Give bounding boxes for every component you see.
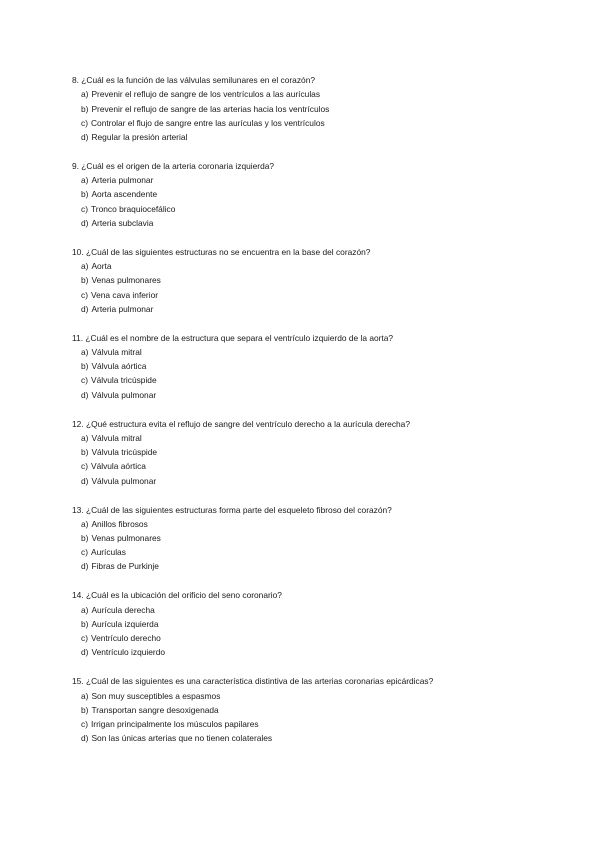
question-title: 11. ¿Cuál es el nombre de la estructura que separa el ventrículo izquierdo de la aorta? xyxy=(72,332,394,343)
option-c xyxy=(72,717,572,731)
question-14 xyxy=(72,588,572,659)
option-c xyxy=(72,631,572,645)
option-letter: a) xyxy=(81,432,89,443)
option-b xyxy=(72,703,572,717)
option-letter: c) xyxy=(81,719,88,730)
option-letter: d) xyxy=(81,303,89,314)
option-letter: a) xyxy=(81,604,89,615)
option-text: Tronco braquiocefálico xyxy=(90,203,176,214)
option-letter: c) xyxy=(81,375,88,386)
question-8 xyxy=(72,73,572,144)
option-list xyxy=(72,689,572,746)
option-text: Arteria pulmonar xyxy=(91,175,154,186)
question-title: 13. ¿Cuál de las siguientes estructuras forma parte del esqueleto fibroso del corazón? xyxy=(72,504,392,515)
option-list xyxy=(72,87,572,144)
option-b xyxy=(72,273,572,287)
option-d xyxy=(72,474,572,488)
option-letter: b) xyxy=(81,361,89,372)
option-text: Transportan sangre desoxigenada xyxy=(91,704,219,715)
option-c xyxy=(72,202,572,216)
option-text: Prevenir el reflujo de sangre de las arterias hacia los ventrículos xyxy=(91,103,330,114)
option-list xyxy=(72,603,572,660)
option-letter: a) xyxy=(81,347,89,358)
option-b xyxy=(72,102,572,116)
option-text: Válvula aórtica xyxy=(90,461,146,472)
option-text: Anillos fibrosos xyxy=(91,518,148,529)
option-letter: c) xyxy=(81,117,88,128)
option-a xyxy=(72,259,572,273)
option-letter: d) xyxy=(81,217,89,228)
option-letter: d) xyxy=(81,561,89,572)
option-b xyxy=(72,445,572,459)
option-c xyxy=(72,116,572,130)
question-title: 12. ¿Qué estructura evita el reflujo de sangre del ventrículo derecho a la aurícula derecha? xyxy=(72,418,410,429)
question-title: 15. ¿Cuál de las siguientes es una característica distintiva de las arterias coronarias epicárdicas? xyxy=(72,676,434,687)
option-text: Aurículas xyxy=(90,547,126,558)
option-d xyxy=(72,388,572,402)
option-letter: c) xyxy=(81,289,88,300)
option-list xyxy=(72,173,572,230)
option-letter: a) xyxy=(81,690,89,701)
option-text: Válvula tricúspide xyxy=(90,375,157,386)
option-d xyxy=(72,559,572,573)
question-list xyxy=(72,73,572,760)
option-letter: c) xyxy=(81,203,88,214)
option-letter: a) xyxy=(81,261,89,272)
option-b xyxy=(72,359,572,373)
option-letter: b) xyxy=(81,275,89,286)
question-title: 10. ¿Cuál de las siguientes estructuras no se encuentra en la base del corazón? xyxy=(72,246,371,257)
option-a xyxy=(72,345,572,359)
option-text: Son muy susceptibles a espasmos xyxy=(91,690,221,701)
option-a xyxy=(72,603,572,617)
option-text: Válvula pulmonar xyxy=(91,475,157,486)
option-list xyxy=(72,259,572,316)
option-text: Ventrículo izquierdo xyxy=(91,647,166,658)
option-d xyxy=(72,130,572,144)
option-letter: b) xyxy=(81,533,89,544)
option-text: Aurícula izquierda xyxy=(91,618,159,629)
question-title: 9. ¿Cuál es el origen de la arteria coronaria izquierda? xyxy=(72,160,275,171)
option-b xyxy=(72,531,572,545)
option-d xyxy=(72,731,572,745)
option-letter: b) xyxy=(81,704,89,715)
option-text: Venas pulmonares xyxy=(91,275,161,286)
option-text: Prevenir el reflujo de sangre de los ventrículos a las aurículas xyxy=(91,89,321,100)
option-letter: d) xyxy=(81,389,89,400)
option-d xyxy=(72,645,572,659)
option-text: Válvula pulmonar xyxy=(91,389,157,400)
option-text: Aorta ascendente xyxy=(91,189,158,200)
option-letter: d) xyxy=(81,733,89,744)
question-9 xyxy=(72,159,572,230)
question-12 xyxy=(72,417,572,488)
option-text: Aorta xyxy=(91,261,112,272)
option-list xyxy=(72,345,572,402)
option-letter: a) xyxy=(81,518,89,529)
option-letter: b) xyxy=(81,189,89,200)
option-text: Válvula mitral xyxy=(91,432,142,443)
option-c xyxy=(72,459,572,473)
option-d xyxy=(72,302,572,316)
option-c xyxy=(72,288,572,302)
option-letter: d) xyxy=(81,475,89,486)
question-11 xyxy=(72,331,572,402)
option-letter: b) xyxy=(81,618,89,629)
option-text: Arteria subclavia xyxy=(91,217,154,228)
option-text: Ventrículo derecho xyxy=(90,633,161,644)
option-letter: c) xyxy=(81,547,88,558)
option-text: Irrigan principalmente los músculos papilares xyxy=(90,719,259,730)
option-text: Válvula aórtica xyxy=(91,361,147,372)
question-title: 14. ¿Cuál es la ubicación del orificio del seno coronario? xyxy=(72,590,282,601)
option-letter: a) xyxy=(81,175,89,186)
option-c xyxy=(72,545,572,559)
option-text: Venas pulmonares xyxy=(91,533,161,544)
option-list xyxy=(72,431,572,488)
option-letter: b) xyxy=(81,103,89,114)
option-letter: a) xyxy=(81,89,89,100)
option-text: Vena cava inferior xyxy=(90,289,159,300)
option-a xyxy=(72,431,572,445)
option-list xyxy=(72,517,572,574)
option-b xyxy=(72,187,572,201)
question-13 xyxy=(72,503,572,574)
option-text: Aurícula derecha xyxy=(91,604,155,615)
option-a xyxy=(72,689,572,703)
question-title: 8. ¿Cuál es la función de las válvulas semilunares en el corazón? xyxy=(72,75,316,85)
option-b xyxy=(72,617,572,631)
option-a xyxy=(72,517,572,531)
question-15 xyxy=(72,674,572,745)
option-a xyxy=(72,87,572,101)
option-letter: d) xyxy=(81,131,89,142)
option-c xyxy=(72,373,572,387)
option-text: Arteria pulmonar xyxy=(91,303,154,314)
option-text: Regular la presión arterial xyxy=(91,131,188,142)
option-d xyxy=(72,216,572,230)
option-a xyxy=(72,173,572,187)
option-text: Válvula mitral xyxy=(91,347,142,358)
option-letter: c) xyxy=(81,633,88,644)
option-letter: d) xyxy=(81,647,89,658)
option-letter: c) xyxy=(81,461,88,472)
question-10 xyxy=(72,245,572,316)
option-text: Son las únicas arterias que no tienen colaterales xyxy=(91,733,273,744)
option-letter: b) xyxy=(81,447,89,458)
option-text: Fibras de Purkinje xyxy=(91,561,159,572)
option-text: Controlar el flujo de sangre entre las aurículas y los ventrículos xyxy=(90,117,325,128)
option-text: Válvula tricúspide xyxy=(91,447,158,458)
